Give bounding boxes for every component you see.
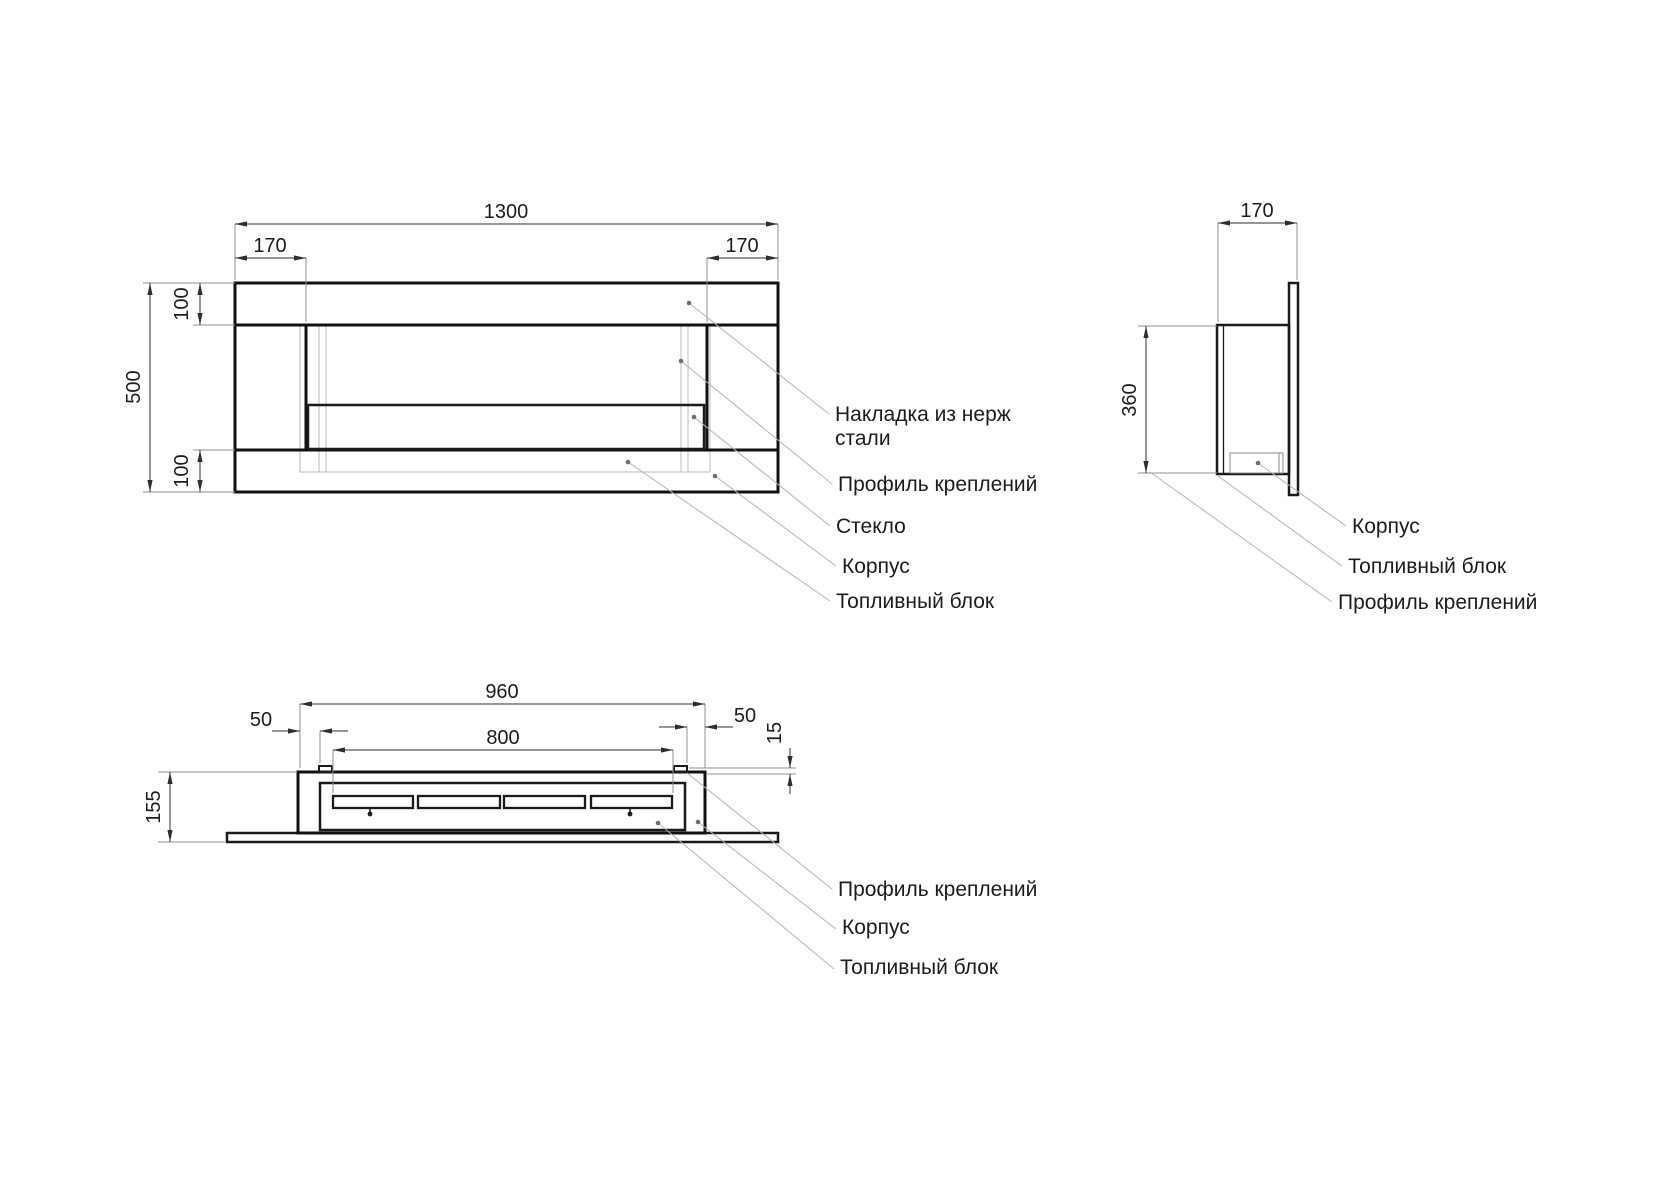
dim-360 — [1119, 326, 1217, 473]
label-front-profile: Профиль креплений — [838, 473, 1038, 496]
dim-100-top-text: 100 — [171, 287, 193, 321]
side-leaders — [1150, 461, 1346, 602]
bottom-view — [143, 681, 1037, 979]
body-box-side — [1217, 325, 1289, 474]
mounting-plate-side — [1289, 283, 1298, 495]
label-side-fuel-block: Топливный блок — [1348, 555, 1507, 578]
dim-15-text: 15 — [764, 721, 786, 745]
label-front-glass: Стекло — [836, 515, 906, 538]
dim-170-left — [235, 235, 306, 322]
label-front-fuel-block: Топливный блок — [836, 590, 995, 613]
dim-50-right — [659, 705, 756, 763]
hook-left — [368, 812, 373, 817]
front-labels — [835, 403, 1037, 613]
dim-100-top — [171, 283, 235, 325]
dim-170-depth — [1218, 200, 1297, 322]
fuel-block-bottom — [320, 783, 685, 830]
bottom-leaders — [656, 773, 836, 969]
label-bottom-fuel-block: Топливный блок — [840, 956, 999, 979]
dim-155 — [143, 772, 296, 842]
dim-1300 — [235, 201, 778, 280]
pin-right — [674, 766, 687, 772]
side-labels — [1338, 515, 1537, 614]
dim-50-right-text: 50 — [733, 705, 757, 727]
burner-slot-4 — [591, 796, 672, 808]
fuel-tray-front — [308, 405, 704, 449]
dim-100-bottom-text: 100 — [171, 454, 193, 488]
hook-right — [628, 812, 633, 817]
front-body-geometry — [235, 283, 778, 492]
dim-360-text: 360 — [1119, 383, 1141, 417]
burner-slot-3 — [504, 796, 585, 808]
burner-slot-1 — [333, 796, 413, 808]
dim-960 — [300, 681, 705, 768]
dim-800-text: 800 — [486, 727, 520, 749]
dim-1300-text: 1300 — [483, 201, 529, 223]
body-box-bottom — [298, 772, 705, 833]
dim-100-bottom — [171, 450, 235, 492]
side-view — [1119, 200, 1537, 614]
dim-170-depth-text: 170 — [1240, 200, 1274, 222]
label-overlay-line1: Накладка из нерж — [835, 403, 1011, 426]
dim-50-left-text: 50 — [249, 709, 273, 731]
burner-slot-2 — [418, 796, 500, 808]
label-side-profile: Профиль креплений — [1338, 591, 1538, 614]
dim-500-text: 500 — [123, 370, 145, 404]
label-bottom-body: Корпус — [842, 916, 910, 939]
dim-170-right-text: 170 — [725, 235, 759, 257]
label-side-body: Корпус — [1352, 515, 1420, 538]
dim-170-left-text: 170 — [253, 235, 287, 257]
front-view — [123, 201, 1037, 613]
dim-155-text: 155 — [143, 790, 165, 824]
label-bottom-profile: Профиль креплений — [838, 878, 1038, 901]
dim-960-text: 960 — [485, 681, 519, 703]
pin-left — [319, 766, 332, 772]
label-front-body: Корпус — [842, 555, 910, 578]
bottom-labels — [838, 878, 1037, 979]
bottom-geometry — [227, 766, 778, 842]
label-overlay-line2: стали — [835, 427, 891, 450]
dim-170-right — [707, 235, 778, 322]
